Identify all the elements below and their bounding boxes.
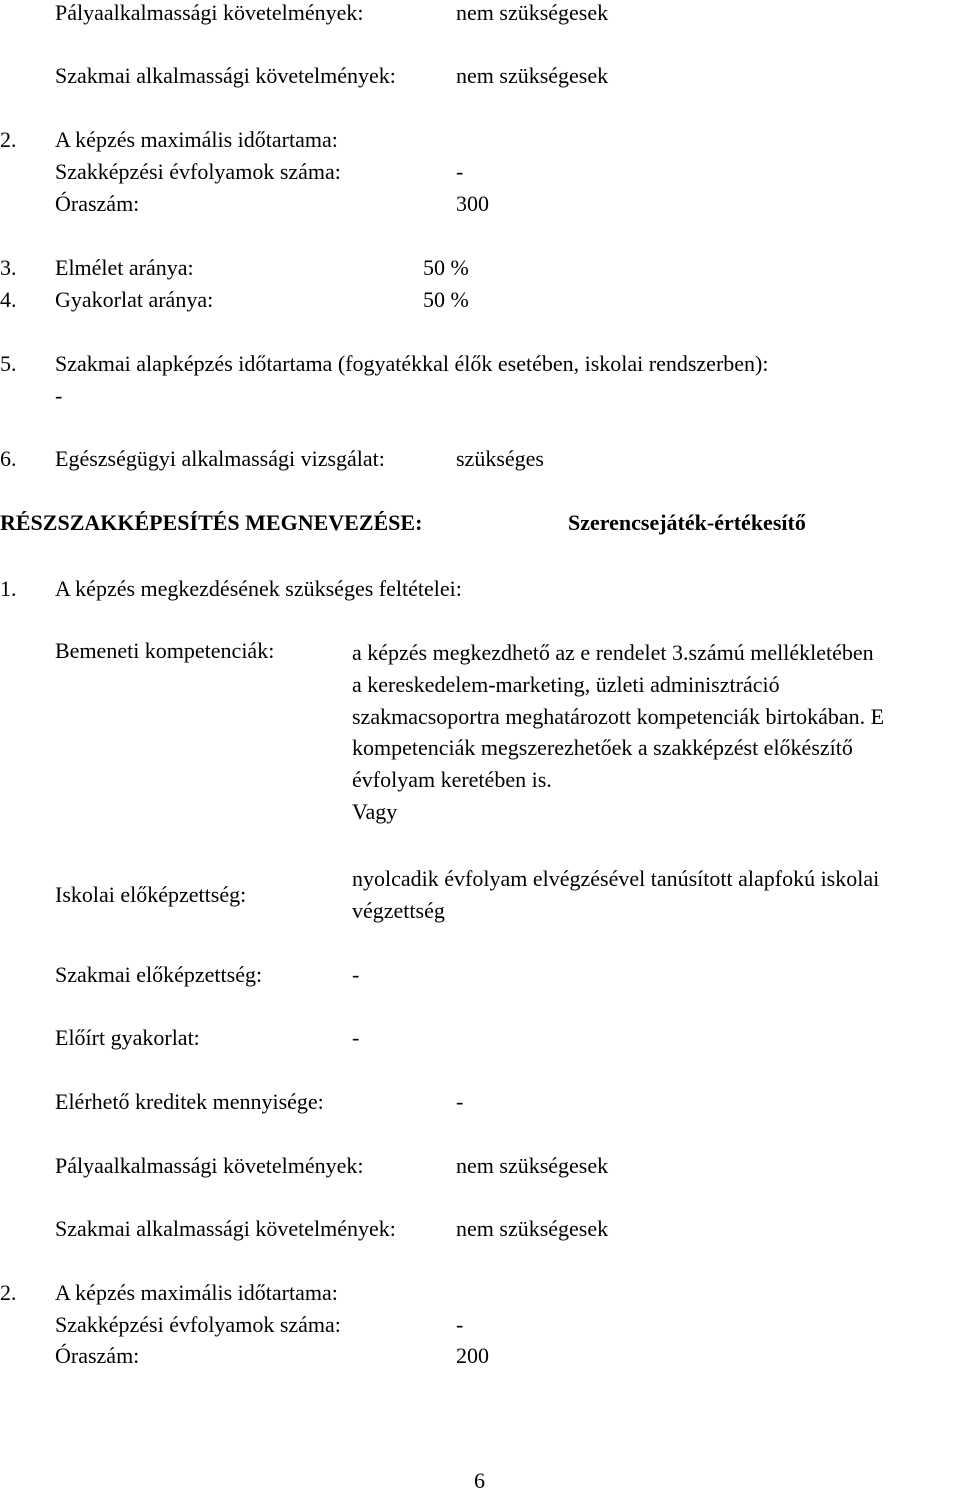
- item-3-value: 50 %: [423, 255, 469, 280]
- evfolyamok-label: Szakképzési évfolyamok száma:: [55, 159, 341, 184]
- section-oraszam-value: 200: [456, 1343, 489, 1368]
- section-item-1-label: A képzés megkezdésének szükséges feltételei:: [55, 576, 462, 601]
- eloirt-gyakorlat-label: Előírt gyakorlat:: [55, 1025, 200, 1050]
- item-3-number: 3.: [0, 255, 17, 280]
- item-4-value: 50 %: [423, 287, 469, 312]
- section-item-2-number: 2.: [0, 1280, 17, 1305]
- evfolyamok-value: -: [456, 159, 464, 184]
- section-heading: RÉSZSZAKKÉPESÍTÉS MEGNEVEZÉSE:: [0, 510, 423, 535]
- item-4-label: Gyakorlat aránya:: [55, 287, 214, 312]
- item-6-label: Egészségügyi alkalmassági vizsgálat:: [55, 446, 385, 471]
- item-2-label: A képzés maximális időtartama:: [55, 127, 338, 152]
- page-number: 6: [474, 1468, 485, 1493]
- szakmai-alkalmassag-value: nem szükségesek: [456, 63, 609, 88]
- item-5-number: 5.: [0, 351, 17, 376]
- section-oraszam-label: Óraszám:: [55, 1343, 140, 1368]
- section-szakmai-alkalmassag-value: nem szükségesek: [456, 1216, 609, 1241]
- oraszam-value: 300: [456, 191, 489, 216]
- szakmai-alkalmassag-label: Szakmai alkalmassági követelmények:: [55, 63, 396, 88]
- oraszam-label: Óraszám:: [55, 191, 140, 216]
- section-evfolyamok-label: Szakképzési évfolyamok száma:: [55, 1312, 341, 1337]
- item-5-value: -: [55, 383, 63, 408]
- section-szakmai-alkalmassag-label: Szakmai alkalmassági követelmények:: [55, 1216, 396, 1241]
- kreditek-label: Elérhető kreditek mennyisége:: [55, 1089, 324, 1114]
- bemeneti-line: Vagy: [352, 799, 398, 824]
- section-title: Szerencsejáték-értékesítő: [568, 510, 806, 535]
- item-5-label: Szakmai alapképzés időtartama (fogyatékkal élők esetében, iskolai rendszerben):: [55, 351, 769, 376]
- bemeneti-line: a kereskedelem-marketing, üzleti adminisztráció: [352, 672, 780, 697]
- item-3-label: Elmélet aránya:: [55, 255, 194, 280]
- kreditek-value: -: [456, 1089, 464, 1114]
- section-palya-label: Pályaalkalmassági követelmények:: [55, 1153, 364, 1178]
- eloirt-gyakorlat-value: -: [352, 1025, 360, 1050]
- szakmai-elokepzettseg-value: -: [352, 962, 360, 987]
- bemeneti-line: szakmacsoportra meghatározott kompetenciák birtokában. E: [352, 704, 885, 729]
- section-evfolyamok-value: -: [456, 1312, 464, 1337]
- bemeneti-kompetenciak-label: Bemeneti kompetenciák:: [55, 638, 275, 663]
- bemeneti-line: évfolyam keretében is.: [352, 767, 552, 792]
- bemeneti-line: kompetenciák megszerezhetőek a szakképzést előkészítő: [352, 735, 853, 760]
- palya-label: Pályaalkalmassági követelmények:: [55, 0, 364, 25]
- iskolai-elokepzettseg-label: Iskolai előképzettség:: [55, 882, 247, 907]
- item-2-number: 2.: [0, 127, 17, 152]
- item-4-number: 4.: [0, 287, 17, 312]
- section-item-2-label: A képzés maximális időtartama:: [55, 1280, 338, 1305]
- item-6-value: szükséges: [456, 446, 544, 471]
- palya-value: nem szükségesek: [456, 0, 609, 25]
- szakmai-elokepzettseg-label: Szakmai előképzettség:: [55, 962, 263, 987]
- iskolai-line: nyolcadik évfolyam elvégzésével tanúsított alapfokú iskolai: [352, 866, 880, 891]
- item-6-number: 6.: [0, 446, 17, 471]
- iskolai-line: végzettség: [352, 898, 445, 923]
- section-palya-value: nem szükségesek: [456, 1153, 609, 1178]
- bemeneti-line: a képzés megkezdhető az e rendelet 3.számú mellékletében: [352, 640, 874, 665]
- section-item-1-number: 1.: [0, 576, 17, 601]
